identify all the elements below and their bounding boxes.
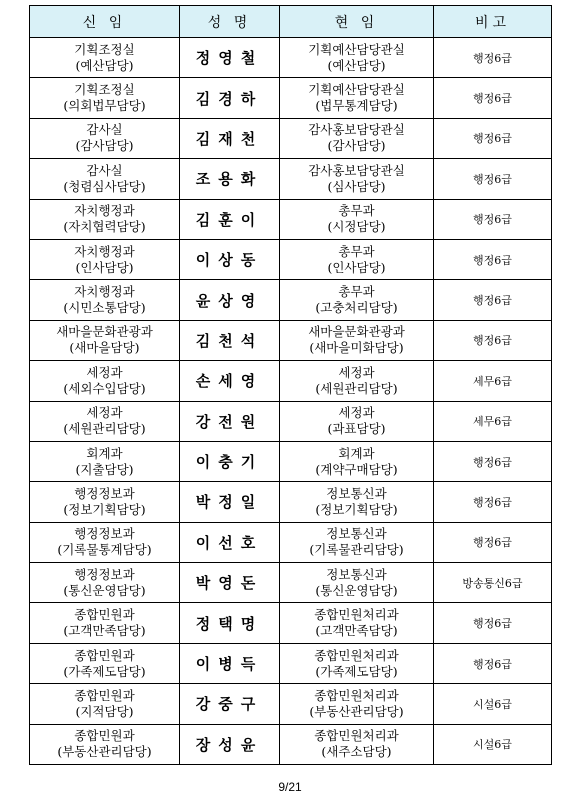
person-name: 김경하 bbox=[180, 78, 280, 118]
current-post-cell bbox=[280, 118, 434, 158]
new-post-cell bbox=[30, 320, 180, 360]
current-dept: 정보통신과 bbox=[326, 485, 387, 501]
current-dept: 세정과 bbox=[338, 364, 375, 380]
new-team: (통신운영담당) bbox=[63, 582, 146, 598]
current-team: (새주소담당) bbox=[321, 744, 392, 760]
current-team: (부동산관리담당) bbox=[309, 703, 404, 719]
current-team: (기록물관리담당) bbox=[309, 542, 404, 558]
current-team: (과표담당) bbox=[327, 421, 386, 437]
new-post-cell bbox=[30, 199, 180, 239]
new-team: (기록물통계담당) bbox=[57, 542, 152, 558]
person-name: 정택명 bbox=[180, 603, 280, 643]
current-post-cell bbox=[280, 603, 434, 643]
new-dept: 행정정보과 bbox=[74, 566, 135, 582]
table-row bbox=[30, 563, 552, 603]
note-cell: 시설6급 bbox=[434, 724, 552, 764]
header-new-post: 신 임 bbox=[30, 6, 180, 38]
current-post-cell bbox=[280, 280, 434, 320]
new-post-cell bbox=[30, 441, 180, 481]
note-cell: 행정6급 bbox=[434, 643, 552, 683]
person-name: 이선호 bbox=[180, 522, 280, 562]
current-post-cell bbox=[280, 684, 434, 724]
current-dept: 총무과 bbox=[338, 284, 375, 300]
new-team: (정보기획담당) bbox=[63, 501, 146, 517]
personnel-table bbox=[29, 5, 552, 765]
person-name: 윤상영 bbox=[180, 280, 280, 320]
person-name: 이상동 bbox=[180, 239, 280, 279]
current-dept: 종합민원처리과 bbox=[314, 647, 399, 663]
table-row bbox=[30, 482, 552, 522]
person-name: 이병득 bbox=[180, 643, 280, 683]
table-row bbox=[30, 38, 552, 78]
current-post-cell bbox=[280, 482, 434, 522]
current-team: (고객만족담당) bbox=[315, 623, 398, 639]
new-dept: 자치행정과 bbox=[74, 203, 135, 219]
new-post-cell bbox=[30, 38, 180, 78]
current-post-cell bbox=[280, 38, 434, 78]
note-cell: 시설6급 bbox=[434, 684, 552, 724]
new-team: (자치협력담당) bbox=[63, 219, 146, 235]
new-team: (지적담당) bbox=[75, 703, 134, 719]
note-cell: 방송통신6급 bbox=[434, 563, 552, 603]
current-dept: 정보통신과 bbox=[326, 526, 387, 542]
new-team: (지출담당) bbox=[75, 461, 134, 477]
current-post-cell bbox=[280, 522, 434, 562]
current-dept: 감사홍보담당관실 bbox=[308, 162, 405, 178]
new-dept: 자치행정과 bbox=[74, 284, 135, 300]
note-cell: 행정6급 bbox=[434, 603, 552, 643]
new-dept: 기획조정실 bbox=[74, 82, 135, 98]
new-post-cell bbox=[30, 563, 180, 603]
current-dept: 기획예산담당관실 bbox=[308, 82, 405, 98]
current-post-cell bbox=[280, 239, 434, 279]
table-row bbox=[30, 118, 552, 158]
note-cell: 행정6급 bbox=[434, 320, 552, 360]
new-dept: 종합민원과 bbox=[74, 607, 135, 623]
table-row bbox=[30, 724, 552, 764]
new-team: (가족제도담당) bbox=[63, 663, 146, 679]
new-team: (세외수입담당) bbox=[63, 380, 146, 396]
current-dept: 종합민원처리과 bbox=[314, 728, 399, 744]
current-team: (계약구매담당) bbox=[315, 461, 398, 477]
table-row bbox=[30, 320, 552, 360]
current-team: (세원관리담당) bbox=[315, 380, 398, 396]
new-dept: 감사실 bbox=[86, 122, 123, 138]
new-post-cell bbox=[30, 239, 180, 279]
new-team: (고객만족담당) bbox=[63, 623, 146, 639]
new-post-cell bbox=[30, 78, 180, 118]
person-name: 손세영 bbox=[180, 361, 280, 401]
current-dept: 총무과 bbox=[338, 203, 375, 219]
new-dept: 세정과 bbox=[86, 405, 123, 421]
current-dept: 종합민원처리과 bbox=[314, 687, 399, 703]
person-name: 박정일 bbox=[180, 482, 280, 522]
new-post-cell bbox=[30, 401, 180, 441]
note-cell: 행정6급 bbox=[434, 118, 552, 158]
new-dept: 종합민원과 bbox=[74, 728, 135, 744]
current-team: (인사담당) bbox=[327, 259, 386, 275]
table-row bbox=[30, 603, 552, 643]
current-team: (정보기획담당) bbox=[315, 501, 398, 517]
current-post-cell bbox=[280, 724, 434, 764]
new-post-cell bbox=[30, 118, 180, 158]
new-team: (인사담당) bbox=[75, 259, 134, 275]
current-post-cell bbox=[280, 401, 434, 441]
person-name: 강전원 bbox=[180, 401, 280, 441]
current-post-cell bbox=[280, 78, 434, 118]
current-post-cell bbox=[280, 199, 434, 239]
new-post-cell bbox=[30, 482, 180, 522]
table-header-row bbox=[30, 6, 552, 38]
person-name: 김천석 bbox=[180, 320, 280, 360]
new-dept: 종합민원과 bbox=[74, 647, 135, 663]
person-name: 김훈이 bbox=[180, 199, 280, 239]
new-dept: 행정정보과 bbox=[74, 485, 135, 501]
person-name: 강중구 bbox=[180, 684, 280, 724]
current-team: (고충처리담당) bbox=[315, 300, 398, 316]
table-row bbox=[30, 280, 552, 320]
person-name: 김재천 bbox=[180, 118, 280, 158]
table-row bbox=[30, 199, 552, 239]
person-name: 이충기 bbox=[180, 441, 280, 481]
note-cell: 행정6급 bbox=[434, 482, 552, 522]
new-team: (시민소통담당) bbox=[63, 300, 146, 316]
new-post-cell bbox=[30, 684, 180, 724]
current-dept: 새마을문화관광과 bbox=[308, 324, 405, 340]
note-cell: 행정6급 bbox=[434, 239, 552, 279]
table-row bbox=[30, 643, 552, 683]
new-dept: 종합민원과 bbox=[74, 687, 135, 703]
new-team: (예산담당) bbox=[75, 57, 134, 73]
new-dept: 감사실 bbox=[86, 162, 123, 178]
current-team: (법무통계담당) bbox=[315, 98, 398, 114]
table-body bbox=[30, 38, 552, 765]
current-team: (시정담당) bbox=[327, 219, 386, 235]
current-team: (통신운영담당) bbox=[315, 582, 398, 598]
table-row bbox=[30, 684, 552, 724]
person-name: 조용화 bbox=[180, 159, 280, 199]
new-dept: 회계과 bbox=[86, 445, 123, 461]
current-post-cell bbox=[280, 643, 434, 683]
person-name: 정영철 bbox=[180, 38, 280, 78]
new-dept: 세정과 bbox=[86, 364, 123, 380]
new-dept: 자치행정과 bbox=[74, 243, 135, 259]
note-cell: 세무6급 bbox=[434, 361, 552, 401]
new-dept: 새마을문화관광과 bbox=[56, 324, 153, 340]
new-dept: 행정정보과 bbox=[74, 526, 135, 542]
new-team: (감사담당) bbox=[75, 138, 134, 154]
note-cell: 행정6급 bbox=[434, 280, 552, 320]
table-row bbox=[30, 159, 552, 199]
current-dept: 종합민원처리과 bbox=[314, 607, 399, 623]
note-cell: 행정6급 bbox=[434, 522, 552, 562]
current-team: (예산담당) bbox=[327, 57, 386, 73]
new-team: (부동산관리담당) bbox=[57, 744, 152, 760]
current-dept: 기획예산담당관실 bbox=[308, 41, 405, 57]
table-row bbox=[30, 78, 552, 118]
new-post-cell bbox=[30, 724, 180, 764]
header-name: 성 명 bbox=[180, 6, 280, 38]
new-post-cell bbox=[30, 280, 180, 320]
current-post-cell bbox=[280, 361, 434, 401]
current-post-cell bbox=[280, 441, 434, 481]
new-post-cell bbox=[30, 522, 180, 562]
note-cell: 행정6급 bbox=[434, 199, 552, 239]
new-team: (의회법무담당) bbox=[63, 98, 146, 114]
note-cell: 세무6급 bbox=[434, 401, 552, 441]
person-name: 박영돈 bbox=[180, 563, 280, 603]
new-post-cell bbox=[30, 643, 180, 683]
current-dept: 세정과 bbox=[338, 405, 375, 421]
person-name: 장성윤 bbox=[180, 724, 280, 764]
current-team: (가족제도담당) bbox=[315, 663, 398, 679]
current-team: (심사담당) bbox=[327, 178, 386, 194]
note-cell: 행정6급 bbox=[434, 38, 552, 78]
current-post-cell bbox=[280, 563, 434, 603]
page-number: 9/21 bbox=[278, 780, 302, 794]
current-dept: 총무과 bbox=[338, 243, 375, 259]
table-row bbox=[30, 522, 552, 562]
note-cell: 행정6급 bbox=[434, 159, 552, 199]
table-row bbox=[30, 401, 552, 441]
new-post-cell bbox=[30, 603, 180, 643]
new-team: (청렴심사담당) bbox=[63, 178, 146, 194]
table-row bbox=[30, 441, 552, 481]
note-cell: 행정6급 bbox=[434, 78, 552, 118]
current-post-cell bbox=[280, 159, 434, 199]
current-team: (새마을미화담당) bbox=[309, 340, 404, 356]
header-current-post: 현 임 bbox=[280, 6, 434, 38]
current-dept: 정보통신과 bbox=[326, 566, 387, 582]
current-team: (감사담당) bbox=[327, 138, 386, 154]
new-post-cell bbox=[30, 159, 180, 199]
new-dept: 기획조정실 bbox=[74, 41, 135, 57]
header-note: 비고 bbox=[434, 6, 552, 38]
table-row bbox=[30, 239, 552, 279]
table-row bbox=[30, 361, 552, 401]
new-team: (새마을담당) bbox=[69, 340, 140, 356]
new-team: (세원관리담당) bbox=[63, 421, 146, 437]
current-post-cell bbox=[280, 320, 434, 360]
note-cell: 행정6급 bbox=[434, 441, 552, 481]
current-dept: 감사홍보담당관실 bbox=[308, 122, 405, 138]
current-dept: 회계과 bbox=[338, 445, 375, 461]
new-post-cell bbox=[30, 361, 180, 401]
